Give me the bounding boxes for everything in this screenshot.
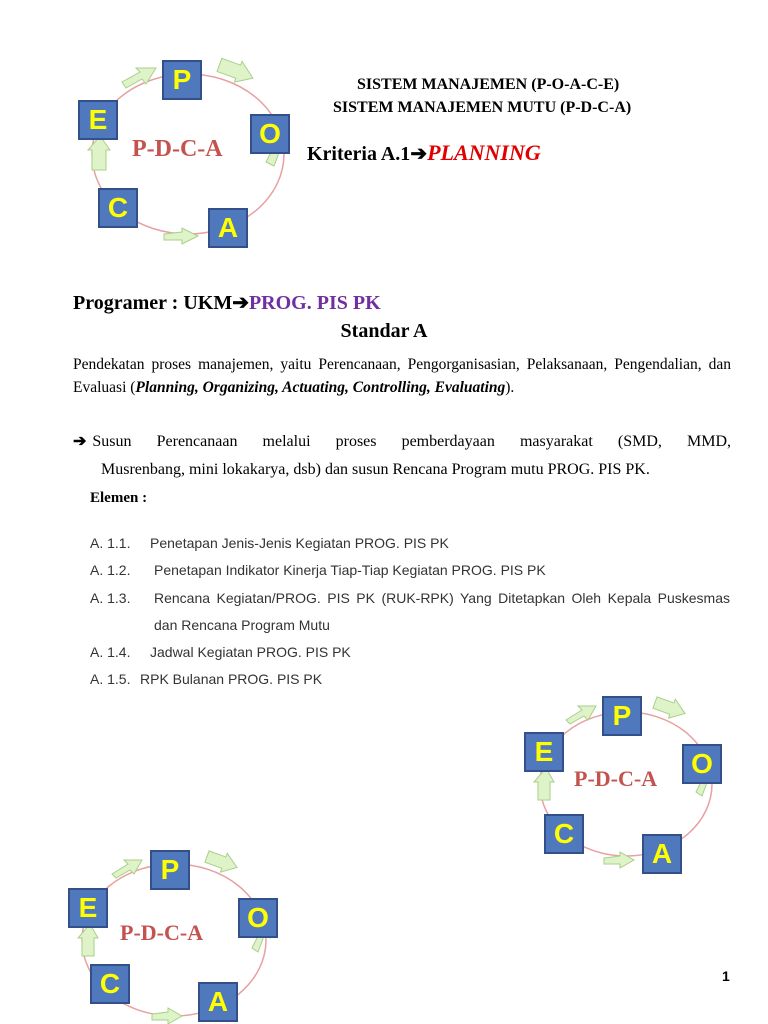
programer-line — [73, 290, 381, 315]
pdca-box-a: A — [198, 982, 238, 1022]
pdca-box-e: E — [78, 100, 118, 140]
pdca-label: P-D-C-A — [574, 766, 658, 791]
element-item-2 — [90, 557, 730, 584]
pdca-box-c: C — [90, 964, 130, 1004]
pdca-box-c: C — [544, 814, 584, 854]
intro-text-start: Pendekatan proses manajemen, yaitu Perencanaan, Pengorganisasian, Pelaksanaan, Pengendalian, dan Evaluasi ( — [73, 356, 731, 396]
pdca-diagram-bottom — [62, 848, 286, 1024]
pdca-diagram-top — [70, 58, 300, 250]
bullet-item — [73, 428, 731, 484]
bullet-line-2: Musrenbang, mini lokakarya, dsb) dan susun Rencana Program mutu PROG. PIS PK. — [101, 461, 650, 478]
element-code: A. 1.5. — [90, 671, 131, 687]
element-text: Rencana Kegiatan/PROG. PIS PK (RUK-RPK) Yang Ditetapkan Oleh Kepala Puskesmas dan Rencana Program Mutu — [154, 590, 730, 633]
element-text: RPK Bulanan PROG. PIS PK — [140, 671, 323, 687]
title-poace: SISTEM MANAJEMEN (P-O-A-C-E) — [357, 76, 620, 93]
element-text: Penetapan Jenis-Jenis Kegiatan PROG. PIS PK — [150, 535, 449, 551]
programer-program: PROG. PIS PK — [248, 292, 381, 314]
page-number: 1 — [722, 968, 730, 984]
pdca-box-a: A — [642, 834, 682, 874]
programer-prefix: Programer : UKM — [73, 292, 233, 314]
pdca-label: P-D-C-A — [120, 920, 204, 945]
pdca-label: P-D-C-A — [132, 136, 223, 162]
pdca-box-p: P — [162, 60, 202, 100]
pdca-box-e: E — [68, 888, 108, 928]
elemen-heading: Elemen : — [90, 490, 148, 506]
pdca-box-o: O — [250, 114, 290, 154]
element-text: Jadwal Kegiatan PROG. PIS PK — [150, 644, 351, 660]
programer-arrow: ➔ — [232, 292, 249, 314]
element-item-4 — [90, 639, 730, 666]
pdca-box-p: P — [150, 850, 190, 890]
intro-paragraph — [73, 353, 731, 399]
element-code: A. 1.3. — [90, 590, 131, 606]
bullet-text-1: Susun Perencanaan melalui proses pemberdayaan masyarakat (SMD, MMD, — [92, 433, 731, 450]
intro-text-end: ). — [505, 379, 515, 396]
pdca-box-e: E — [524, 732, 564, 772]
element-item-1 — [90, 530, 730, 557]
standar-heading: Standar A — [340, 320, 428, 342]
element-code: A. 1.2. — [90, 562, 131, 578]
element-text: Penetapan Indikator Kinerja Tiap-Tiap Kegiatan PROG. PIS PK — [154, 562, 546, 578]
title-pdca: SISTEM MANAJEMEN MUTU (P-D-C-A) — [333, 99, 632, 116]
criteria-prefix: Kriteria A.1 — [307, 143, 411, 165]
pdca-box-c: C — [98, 188, 138, 228]
criteria-value: PLANNING — [427, 140, 541, 165]
pdca-box-o: O — [682, 744, 722, 784]
element-code: A. 1.1. — [90, 535, 131, 551]
element-item-3 — [90, 585, 730, 639]
element-code: A. 1.4. — [90, 644, 131, 660]
bullet-arrow-icon: ➔ — [73, 433, 87, 450]
pdca-box-a: A — [208, 208, 248, 248]
intro-emphasis: Planning, Organizing, Actuating, Controlling, Evaluating — [135, 379, 506, 396]
element-item-5 — [90, 666, 730, 693]
bullet-line-1 — [73, 428, 731, 456]
pdca-diagram-right — [520, 696, 730, 874]
criteria-arrow: ➔ — [410, 143, 428, 165]
criteria-line — [307, 140, 541, 166]
pdca-box-p: P — [602, 696, 642, 736]
pdca-box-o: O — [238, 898, 278, 938]
